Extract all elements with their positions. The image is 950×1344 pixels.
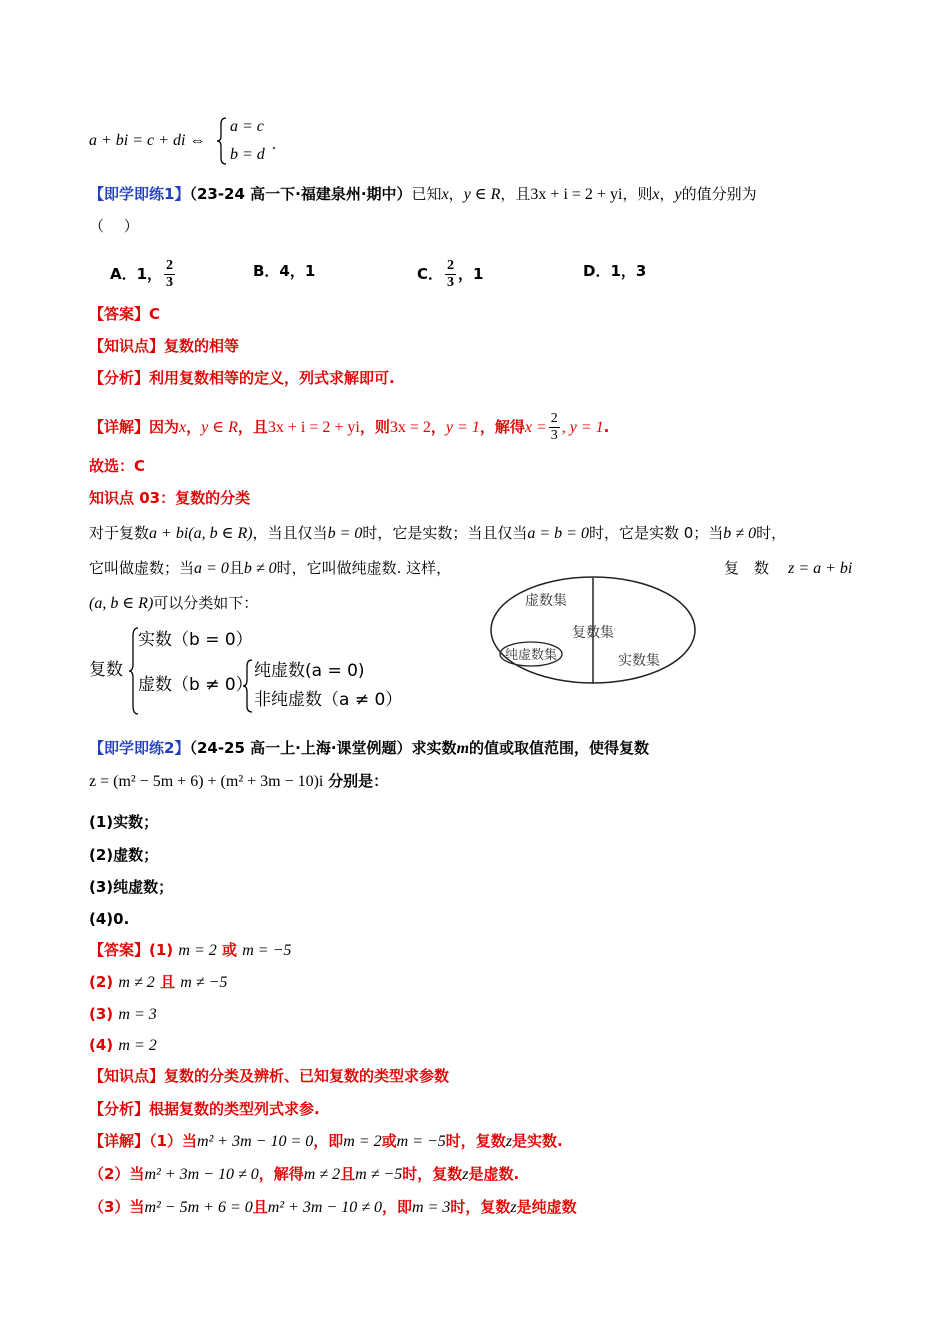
option-a-fraction: $\frac{2}{3}$ (166, 258, 174, 290)
ex2-answer-1: 【答案】(1) m = 2 或 m = −5 (89, 941, 292, 959)
ex1-x2: x (652, 186, 660, 203)
venn-pure: 纯虚数集 (505, 648, 558, 663)
ex2-item-1: (1)实数； (89, 813, 159, 831)
venn-real: 实数集 (618, 653, 660, 669)
ex2-question: 【即学即练2】（24-25 高一上·上海·课堂例题）求实数m的值或取值范围，使得复数 (89, 739, 650, 757)
ex2-detail-2: （2）当m² + 3m − 10 ≠ 0，解得m ≠ 2且m ≠ −5时，复数z是虚数. (89, 1165, 520, 1183)
ex1-y-in-r: y ∈ R (463, 186, 501, 203)
equality-equation (89, 130, 205, 151)
option-c-label: C． (417, 265, 444, 283)
equation-case-1: a = c (230, 118, 264, 135)
option-a (110, 259, 177, 290)
venn-diagram (488, 573, 700, 687)
ex1-question (89, 184, 757, 205)
ex1-x: x (441, 186, 449, 203)
kp03-title: 知识点 03：复数的分类 (89, 489, 251, 507)
ex1-q4: 的值分别为 (681, 185, 757, 203)
option-a-label: A．1， (110, 265, 163, 283)
equality-lhs: a + bi = c + di ⇔ (89, 132, 206, 149)
tree-brace-2 (242, 658, 254, 714)
ex1-paren: （ ） (89, 217, 139, 235)
ex1-q3: ，则 (622, 185, 653, 203)
ex1-answer: 【答案】C (89, 305, 161, 323)
kp03-fushu: 复 数 z = a + bi (724, 559, 853, 577)
ex1-source: （23-24 高一下·福建泉州·期中） (189, 185, 412, 203)
ex1-detail: 【详解】因为x，y ∈ R，且3x + i = 2 + yi，则3x = 2，y = 1，解得x = $\frac{2}{3}$ , y = 1. (89, 411, 610, 443)
ex2-analysis: 【分析】根据复数的类型列式求参. (89, 1100, 320, 1118)
ex1-y2: y (674, 186, 682, 203)
tree-root: 复数 (89, 660, 123, 680)
tree-nonpure: 非纯虚数（a ≠ 0） (254, 690, 403, 710)
ex2-answer-3: (3) m = 3 (89, 1005, 157, 1023)
equation-case-2: b = d (230, 146, 265, 163)
ex1-eq: 3x + i = 2 + yi (530, 186, 623, 203)
kp03-paragraph-3: (a, b ∈ R)可以分类如下： (89, 594, 259, 612)
option-d: D．1，3 (583, 262, 647, 280)
ex2-answer-4: (4) m = 2 (89, 1036, 157, 1054)
ex2-complex: z = (m² − 5m + 6) + (m² + 3m − 10)i 分别是： (89, 772, 389, 790)
equation-brace (216, 116, 228, 166)
tree-imag: 虚数（b ≠ 0） (138, 675, 253, 695)
ex2-detail-3: （3）当m² − 5m + 6 = 0且m² + 3m − 10 ≠ 0，即m = 3时，复数z是纯虚数 (89, 1198, 577, 1216)
ex2-item-2: (2)虚数； (89, 846, 159, 864)
ex1-analysis: 【分析】利用复数相等的定义，列式求解即可. (89, 369, 395, 387)
ex1-knowledge-point: 【知识点】复数的相等 (89, 337, 240, 355)
ex2-item-4: (4)0. (89, 910, 130, 928)
ex1-comma2: ， (659, 185, 675, 203)
ex1-choice: 故选：C (89, 457, 146, 475)
equation-period: . (272, 136, 276, 153)
option-c-tail: ，1 (458, 265, 484, 283)
venn-complex: 复数集 (572, 625, 614, 641)
tree-real: 实数（b = 0） (138, 630, 253, 650)
kp03-paragraph-2: 它叫做虚数；当a = 0且b ≠ 0时，它叫做纯虚数. 这样， (89, 559, 452, 577)
option-c-fraction: $\frac{2}{3}$ (447, 258, 455, 290)
ex1-comma: ， (448, 185, 464, 203)
ex2-answer-2: (2) m ≠ 2 且 m ≠ −5 (89, 973, 228, 991)
ex1-tag: 【即学即练1】 (89, 185, 190, 203)
ex2-item-3: (3)纯虚数； (89, 878, 174, 896)
ex2-knowledge-point: 【知识点】复数的分类及辨析、已知复数的类型求参数 (89, 1067, 450, 1085)
tree-pure: 纯虚数(a = 0) (254, 661, 365, 681)
ex1-q2: ，且 (500, 185, 531, 203)
ex2-detail-1: 【详解】（1）当m² + 3m − 10 = 0，即m = 2或m = −5时，复数z是实数. (89, 1132, 563, 1150)
option-c (417, 259, 483, 290)
ex1-q1: 已知 (411, 185, 442, 203)
venn-imag: 虚数集 (525, 593, 567, 609)
kp03-paragraph-1: 对于复数a + bi(a, b ∈ R)，当且仅当b = 0时，它是实数；当且仅当a = b = 0时，它是实数 0；当b ≠ 0时， (89, 524, 787, 542)
option-b: B．4，1 (253, 262, 316, 280)
